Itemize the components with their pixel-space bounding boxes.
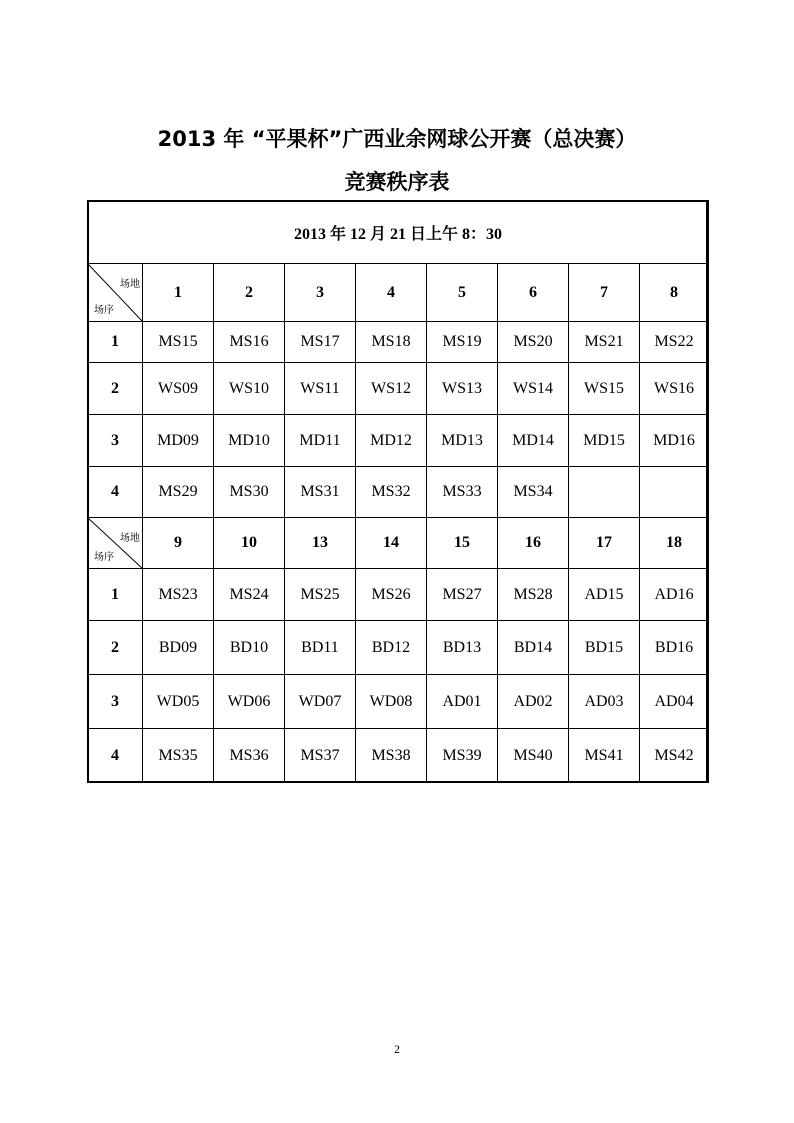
match-cell: MS42	[640, 729, 709, 783]
match-cell: WS16	[640, 363, 709, 415]
match-cell: WS09	[143, 363, 214, 415]
match-cell: MS22	[640, 322, 709, 363]
match-cell: MD10	[214, 415, 285, 467]
match-cell: MS38	[356, 729, 427, 783]
match-cell: MS30	[214, 467, 285, 518]
match-cell: WS10	[214, 363, 285, 415]
match-order: 2	[88, 363, 143, 415]
match-cell: BD11	[285, 621, 356, 675]
corner-label-order: 场序	[94, 305, 114, 316]
match-cell: WD08	[356, 675, 427, 729]
match-order: 4	[88, 467, 143, 518]
corner-label-court: 场地	[120, 533, 140, 544]
match-order: 1	[88, 569, 143, 621]
match-cell: MS27	[427, 569, 498, 621]
match-cell: AD02	[498, 675, 569, 729]
match-cell: MD12	[356, 415, 427, 467]
match-cell: AD04	[640, 675, 709, 729]
match-cell: MS26	[356, 569, 427, 621]
match-cell: MS32	[356, 467, 427, 518]
match-cell: MS41	[569, 729, 640, 783]
match-cell: MS34	[498, 467, 569, 518]
court-number: 7	[569, 264, 640, 322]
corner-label-order: 场序	[94, 552, 114, 563]
match-cell: MD16	[640, 415, 709, 467]
match-cell: BD16	[640, 621, 709, 675]
match-cell: WD06	[214, 675, 285, 729]
match-cell: MD14	[498, 415, 569, 467]
corner-label-court: 场地	[120, 279, 140, 290]
court-number: 9	[143, 518, 214, 569]
court-number: 2	[214, 264, 285, 322]
match-cell: MS28	[498, 569, 569, 621]
match-cell: WD07	[285, 675, 356, 729]
match-order: 1	[88, 322, 143, 363]
match-cell: BD10	[214, 621, 285, 675]
match-cell: WS11	[285, 363, 356, 415]
match-cell: WS15	[569, 363, 640, 415]
match-order: 4	[88, 729, 143, 783]
table-frame	[87, 200, 708, 783]
match-cell: MD09	[143, 415, 214, 467]
match-order: 3	[88, 415, 143, 467]
match-cell: AD16	[640, 569, 709, 621]
match-cell: MS31	[285, 467, 356, 518]
match-cell: MD11	[285, 415, 356, 467]
page-number: 2	[394, 1042, 400, 1056]
match-cell: WS12	[356, 363, 427, 415]
court-number: 8	[640, 264, 709, 322]
match-cell: MS40	[498, 729, 569, 783]
court-number: 17	[569, 518, 640, 569]
match-cell: BD14	[498, 621, 569, 675]
match-cell: AD01	[427, 675, 498, 729]
match-cell: MS21	[569, 322, 640, 363]
court-number: 6	[498, 264, 569, 322]
match-cell: BD15	[569, 621, 640, 675]
document-title: 2013 年 “平果杯”广西业余网球公开赛（总决赛）	[157, 127, 637, 151]
court-number: 15	[427, 518, 498, 569]
match-cell: BD12	[356, 621, 427, 675]
date-header: 2013 年 12 月 21 日上午 8：30	[88, 201, 709, 264]
match-order: 3	[88, 675, 143, 729]
match-cell: MS39	[427, 729, 498, 783]
match-cell: MS29	[143, 467, 214, 518]
court-number: 10	[214, 518, 285, 569]
match-cell: MS19	[427, 322, 498, 363]
match-cell: BD13	[427, 621, 498, 675]
match-cell: MS35	[143, 729, 214, 783]
court-number: 3	[285, 264, 356, 322]
court-number: 5	[427, 264, 498, 322]
match-cell: MS17	[285, 322, 356, 363]
match-cell: MS33	[427, 467, 498, 518]
match-cell: MS25	[285, 569, 356, 621]
match-cell: WD05	[143, 675, 214, 729]
match-cell: MS24	[214, 569, 285, 621]
match-order: 2	[88, 621, 143, 675]
match-cell: MS23	[143, 569, 214, 621]
match-cell: MD15	[569, 415, 640, 467]
match-cell: MS18	[356, 322, 427, 363]
court-number: 16	[498, 518, 569, 569]
court-number: 13	[285, 518, 356, 569]
match-cell: WS13	[427, 363, 498, 415]
match-cell: MS16	[214, 322, 285, 363]
court-number: 14	[356, 518, 427, 569]
court-number: 18	[640, 518, 709, 569]
match-cell: MS20	[498, 322, 569, 363]
match-cell: MS37	[285, 729, 356, 783]
match-cell: BD09	[143, 621, 214, 675]
court-number: 1	[143, 264, 214, 322]
match-cell: WS14	[498, 363, 569, 415]
document-subtitle: 竞赛秩序表	[344, 170, 450, 194]
match-cell: MD13	[427, 415, 498, 467]
court-number: 4	[356, 264, 427, 322]
match-cell: AD03	[569, 675, 640, 729]
match-cell: MS36	[214, 729, 285, 783]
match-cell: MS15	[143, 322, 214, 363]
match-cell: AD15	[569, 569, 640, 621]
